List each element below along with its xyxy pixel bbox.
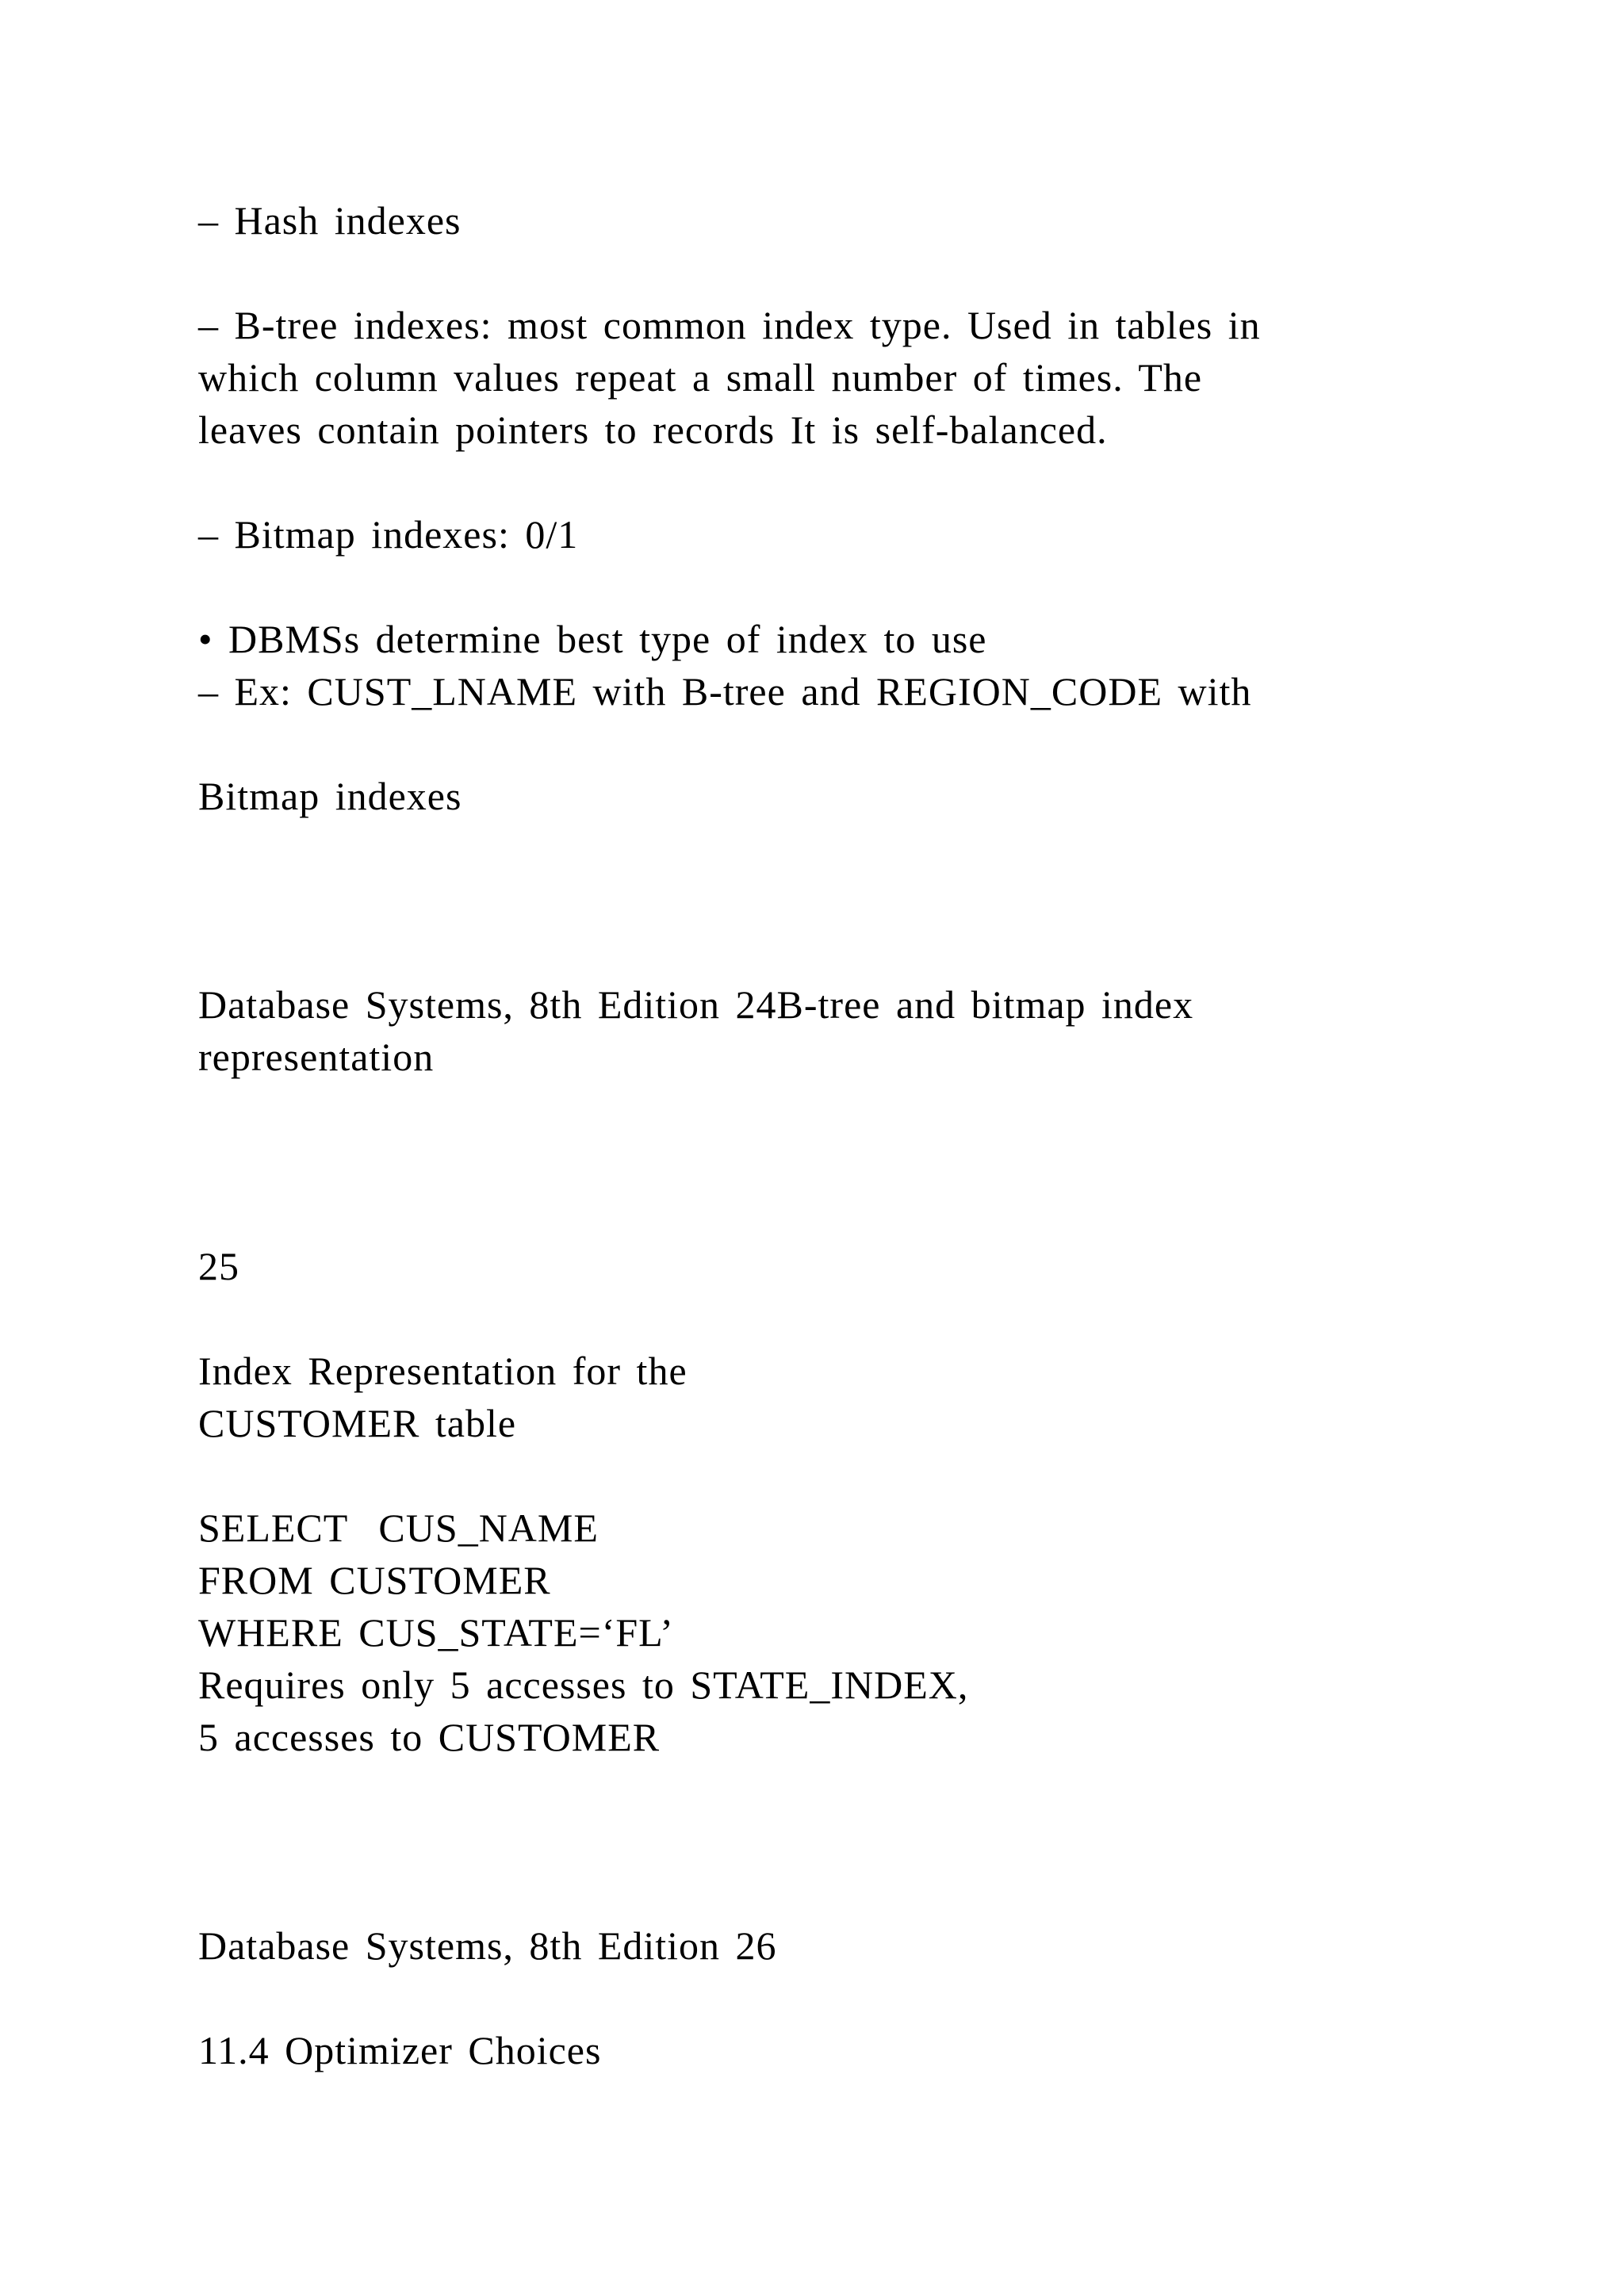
section-heading: 11.4 Optimizer Choices <box>198 2028 602 2072</box>
text-line: – B-tree indexes: most common index type. Used in tables in <box>198 303 1261 347</box>
text-line: CUSTOMER table <box>198 1401 517 1445</box>
text-line: Database Systems, 8th Edition 24B-tree and bitmap index <box>198 982 1194 1027</box>
text-line: Requires only 5 accesses to STATE_INDEX, <box>198 1663 969 1707</box>
text-line: SELECT CUS_NAME <box>198 1506 599 1550</box>
text-line: – Hash indexes <box>198 198 462 243</box>
text-line: which column values repeat a small number of times. The <box>198 355 1203 400</box>
page-number: 25 <box>198 1244 239 1288</box>
text-line: Bitmap indexes <box>198 774 462 818</box>
text-line: FROM CUSTOMER <box>198 1558 551 1602</box>
text-line: leaves contain pointers to records It is self-balanced. <box>198 408 1108 452</box>
text-line: 5 accesses to CUSTOMER <box>198 1715 661 1759</box>
text-line: Database Systems, 8th Edition 26 <box>198 1923 777 1968</box>
text-line: – Bitmap indexes: 0/1 <box>198 512 579 557</box>
text-line: – Ex: CUST_LNAME with B-tree and REGION_CODE with <box>198 669 1252 714</box>
text-line: • DBMSs determine best type of index to use <box>198 617 987 661</box>
text-line: Index Representation for the <box>198 1349 688 1393</box>
text-line: representation <box>198 1035 435 1079</box>
text-line: WHERE CUS_STATE=‘FL’ <box>198 1610 674 1655</box>
